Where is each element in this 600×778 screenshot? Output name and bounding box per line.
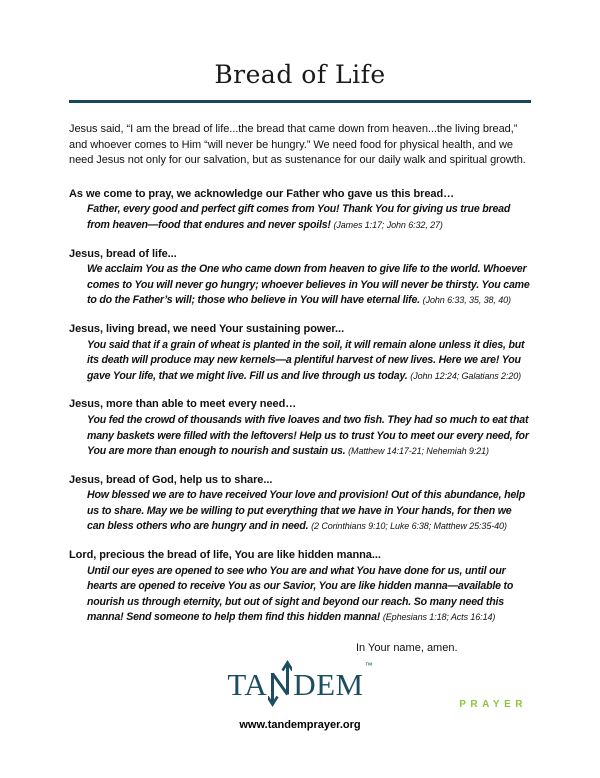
section-heading: Jesus, more than able to meet every need… [69, 398, 297, 411]
brand-letters-ta: TA [227, 667, 268, 703]
prayer-text [87, 413, 531, 460]
prayer-section [69, 548, 531, 626]
trademark-symbol: ™ [364, 661, 373, 671]
scripture-citation: (James 1:17; John 6:32, 27) [333, 219, 443, 230]
prayer-text [87, 338, 531, 385]
section-heading: Lord, precious the bread of life, You are like hidden manna... [69, 549, 381, 562]
prayer-section [69, 187, 531, 234]
prayer-text [87, 564, 531, 626]
prayer-body: You said that if a grain of wheat is planted in the soil, it will remain alone unless it dies, but its death will produce may new kernels—a plentiful harvest of new lives. Here we are! You gave Your life, that we might live. Fill us and live through us today. [87, 338, 525, 382]
prayer-text [87, 262, 531, 309]
prayer-text [87, 488, 531, 535]
logo-subtitle-prayer: PRAYER [459, 699, 527, 711]
prayer-body: Until our eyes are opened to see who You are and what You have done for us, until our hearts are opened to receive You as our Savior, You are like hidden manna—available to nourish us through eternity, but out of sight and beyond our reach. So many need this manna! Send someone to help them find this hidden manna! [87, 564, 514, 624]
prayer-body: How blessed we are to have received Your love and provision! Out of this abundance, help us to share. May we be willing to put everything that we have in Your hands, for then we can bless others who are hungry and in need. [87, 489, 526, 533]
prayer-body: You fed the crowd of thousands with five loaves and two fish. They had so much to eat that many baskets were filled with the leftovers! Help us to trust You to meet our every need, for You are more than enough to nourish and sustain us. [87, 413, 529, 458]
prayer-section [69, 397, 531, 459]
page-title: Bread of Life [214, 60, 386, 89]
intro-paragraph: Jesus said, “I am the bread of life...the bread that came down from heaven...the living bread,” and whoever comes to Him “will never be hungry.” We need food for physical health, and we need Jesus not only for our salvation, but as sustenance for our daily walk and spiritual growth. [69, 123, 526, 167]
section-heading: Jesus, bread of God, help us to share... [69, 473, 273, 486]
scripture-citation: (Matthew 14:17-21; Nehemiah 9:21) [348, 446, 489, 457]
section-heading: As we come to pray, we acknowledge our Father who gave us this bread… [69, 187, 455, 200]
section-heading: Jesus, bread of life... [69, 247, 177, 260]
scripture-citation: (John 6:33, 35, 38, 40) [422, 295, 511, 306]
brand-letters-dem: DEM [293, 667, 364, 703]
prayer-section [69, 473, 531, 535]
scripture-citation: (2 Corinthians 9:10; Luke 6:38; Matthew 25:35-40) [311, 521, 507, 532]
tandem-logo [69, 660, 531, 710]
scripture-citation: (Ephesians 1:18; Acts 16:14) [382, 612, 496, 623]
prayer-section [69, 322, 531, 384]
prayer-body: Father, every good and perfect gift comes from You! Thank You for giving us true bread from heaven—food that endures and never spoils! [87, 203, 511, 231]
tandem-logo-wordmark [227, 660, 373, 703]
closing-amen: In Your name, amen. [356, 642, 458, 655]
footer-url: www.tandemprayer.org [239, 719, 361, 732]
prayer-text [87, 202, 531, 233]
prayer-section [69, 247, 531, 309]
scripture-citation: (John 12:24; Galatians 2:20) [410, 370, 522, 381]
title-rule [69, 100, 531, 103]
prayer-body: We acclaim You as the One who came down from heaven to give life to the world. Whoever comes to You will never go hungry; whoever believes in You will never be thirsty. You came to do the Father’s will; those who believe in You will have eternal life. [87, 263, 530, 307]
section-heading: Jesus, living bread, we need Your sustaining power... [69, 322, 345, 335]
